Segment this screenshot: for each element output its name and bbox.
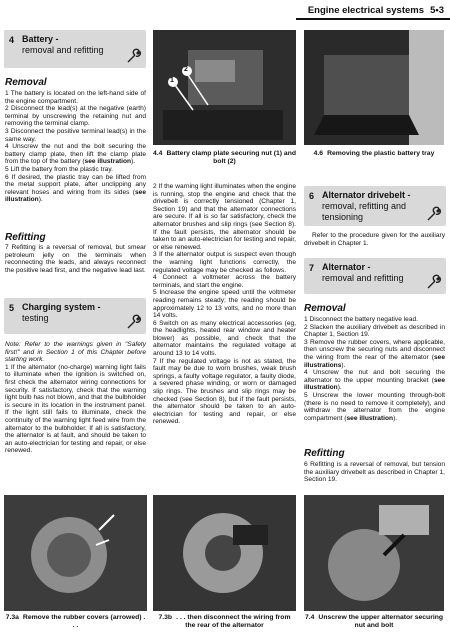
section-title [22, 302, 101, 324]
paragraph: 2 If the warning light illuminates when the engine is running, stop the engine and check that the drivebelt is correctly tensioned (Chapter 1, Section 19) and that the alternator connections are secure. If all is so far satisfactory, check the alternator brushes and slip rings (see Section 8). If the fault persists, the alternator should be taken to an auto-electrician for testing and repair, or else renewed. [153, 183, 296, 251]
section-7-refitting-text [304, 461, 445, 484]
paragraph: 4 Unscrew the nut and bolt securing the alternator to the upper mounting bracket (see illustration). [304, 369, 445, 392]
section-7-removal-text [304, 316, 445, 422]
section-4-refitting-text [5, 244, 146, 274]
paragraph: 5 Unscrew the lower mounting through-bolt (there is no need to remove it completely), and withdraw the alternator from the engine compartment (see illustration). [304, 391, 445, 422]
alternator-photo-2 [153, 495, 296, 611]
caption-text: Unscrew the upper alternator securing nut and bolt [318, 614, 444, 629]
alternator-photo-1 [4, 495, 147, 611]
paragraph: 3 Remove the rubber covers, where applicable, then unscrew the securing nuts and disconnect the wiring from the rear of the alternator (see illustrations). [304, 338, 445, 369]
battery-photo-illustration [153, 30, 296, 145]
spanner-icon [126, 48, 142, 64]
caption-number: 4.6 [313, 150, 324, 157]
caption-number: 7.4 [304, 614, 315, 621]
paragraph: 7 Refitting is a reversal of removal, but smear petroleum jelly on the terminals when reconnecting the leads, and always reconnect the positive lead first, and the negative lead last. [5, 244, 146, 274]
section-5-text [5, 341, 146, 455]
section-title-sub: removal and refitting [322, 273, 404, 283]
alternator-photo-3 [304, 495, 444, 611]
removal-heading: Removal [304, 303, 346, 314]
caption-7-3a [4, 614, 147, 630]
header-rule [296, 18, 450, 20]
paragraph: 4 Connect a voltmeter across the battery terminals, and start the engine. [153, 274, 296, 289]
section-title-main: Alternator drivebelt - [322, 190, 411, 200]
chapter-title: Engine electrical systems [307, 5, 424, 16]
paragraph: 5 Increase the engine speed until the voltmeter reading remains steady; the reading should be approximately 12 to 13 volts, and no more than 14 volts. [153, 289, 296, 320]
spanner-icon [126, 314, 142, 330]
photo-upper-securing-nut [304, 495, 444, 611]
paragraph: 6 Refitting is a reversal of removal, but tension the auxiliary drivebelt as described in Chapter 1, Section 19. [304, 461, 445, 484]
caption-7-4 [304, 614, 444, 630]
paragraph: 4 Unscrew the nut and the bolt securing the battery clamp plate, then lift the clamp plate from the top of the battery (see illustration). [5, 143, 146, 166]
photo-battery-clamp [153, 30, 296, 145]
refitting-heading: Refitting [304, 448, 345, 459]
note: Note: Refer to the warnings given in "Safety first!" and in Section 1 of this Chapter before starting work. [5, 341, 146, 364]
caption-7-3b [153, 614, 296, 630]
section-number: 4 [9, 35, 15, 45]
section-7-heading [304, 258, 446, 294]
section-title [22, 34, 104, 56]
caption-number: 4.4 [153, 150, 163, 157]
section-title-sub: removal, refitting and tensioning [322, 201, 407, 222]
paragraph: 2 Slacken the auxiliary drivebelt as described in Chapter 1, Section 19. [304, 323, 445, 339]
label-two: 2 [184, 66, 188, 73]
section-title-main: Alternator - [322, 262, 371, 272]
spanner-icon [426, 206, 442, 222]
section-6-heading [304, 186, 446, 226]
paragraph: 2 Disconnect the lead(s) at the negative (earth) terminal by unscrewing the retaining nut and removing the terminal clamp. [5, 105, 146, 128]
page-number: 5•3 [430, 5, 444, 16]
caption-4-6 [304, 150, 444, 158]
section-title-sub: testing [22, 313, 49, 323]
caption-text: Battery clamp plate securing nut (1) and bolt (2) [166, 150, 296, 165]
section-number: 7 [309, 263, 315, 273]
label-one: 1 [170, 77, 174, 84]
caption-number: 7.3a [5, 614, 19, 621]
section-4-removal-text [5, 90, 146, 204]
paragraph: 1 The battery is located on the left-hand side of the engine compartment. [5, 90, 146, 105]
caption-text: . . . then disconnect the wiring from the rear of the alternator [176, 614, 291, 629]
paragraph: 6 Switch on as many electrical accessories (eg, the headlights, heated rear window and heater blower) as possible, and check that the alternator maintains the regulated voltage at around 13 to 14 volts. [153, 319, 296, 358]
section-6-text [304, 232, 445, 247]
caption-text: Remove the rubber covers (arrowed) . . . [22, 614, 146, 629]
paragraph: 7 If the regulated voltage is not as stated, the fault may be due to worn brushes, weak brush springs, a faulty voltage regulator, a faulty diode, a severed phase winding, or worn or damaged slip rings. The brushes and slip rings may be checked (see Section 8), but if the fault persists, the alternator should be taken to an auto-electrician for testing and repair, or else renewed. [153, 357, 296, 426]
refitting-heading: Refitting [5, 232, 46, 243]
photo-battery-tray [304, 30, 444, 145]
caption-text: Removing the plastic battery tray [327, 150, 435, 157]
section-4-heading [4, 30, 146, 68]
paragraph: 3 If the alternator output is suspect even though the warning light functions correctly, the regulated voltage may be checked as follows. [153, 251, 296, 274]
spanner-icon [426, 274, 442, 290]
caption-4-4 [153, 150, 296, 166]
section-title-main: Charging system - [22, 302, 101, 312]
section-number: 5 [9, 303, 15, 313]
caption-number: 7.3b [158, 614, 173, 621]
section-number: 6 [309, 191, 315, 201]
paragraph: 1 If the alternator (no-charge) warning light fails to illuminate when the ignition is switched on, first check the alternator wiring connections for security. If satisfactory, check that the warning light bulb has not blown, and that the bulbholder is secure in its location in the instrument panel. If the light still fails to illuminate, check the continuity of the warning light feed wire from the alternator to the bulbholder. If all is satisfactory, the alternator is at fault, and should be taken to an auto-electrician for testing and repair, or else renewed. [5, 363, 146, 455]
section-title [322, 262, 404, 284]
photo-rubber-covers [4, 495, 147, 611]
section-5-continued-text [153, 183, 296, 426]
removal-heading: Removal [5, 77, 47, 88]
section-title-main: Battery - [22, 34, 59, 44]
paragraph: Refer to the procedure given for the auxiliary drivebelt in Chapter 1. [304, 232, 445, 247]
paragraph: 1 Disconnect the battery negative lead. [304, 316, 418, 323]
section-5-heading [4, 298, 146, 334]
page-header [0, 0, 450, 20]
paragraph: 6 If desired, the plastic tray can be lifted from the metal support plate, after unclipping any relevant hoses and wiring from its sides (see illustration). [5, 173, 146, 204]
section-title-sub: removal and refitting [22, 45, 104, 55]
paragraph: 5 Lift the battery from the plastic tray. [5, 165, 113, 173]
photo-disconnect-wiring [153, 495, 296, 611]
paragraph: 3 Disconnect the positive terminal lead(s) in the same way. [5, 127, 146, 143]
tray-photo-illustration [304, 30, 444, 145]
section-title [322, 190, 432, 223]
